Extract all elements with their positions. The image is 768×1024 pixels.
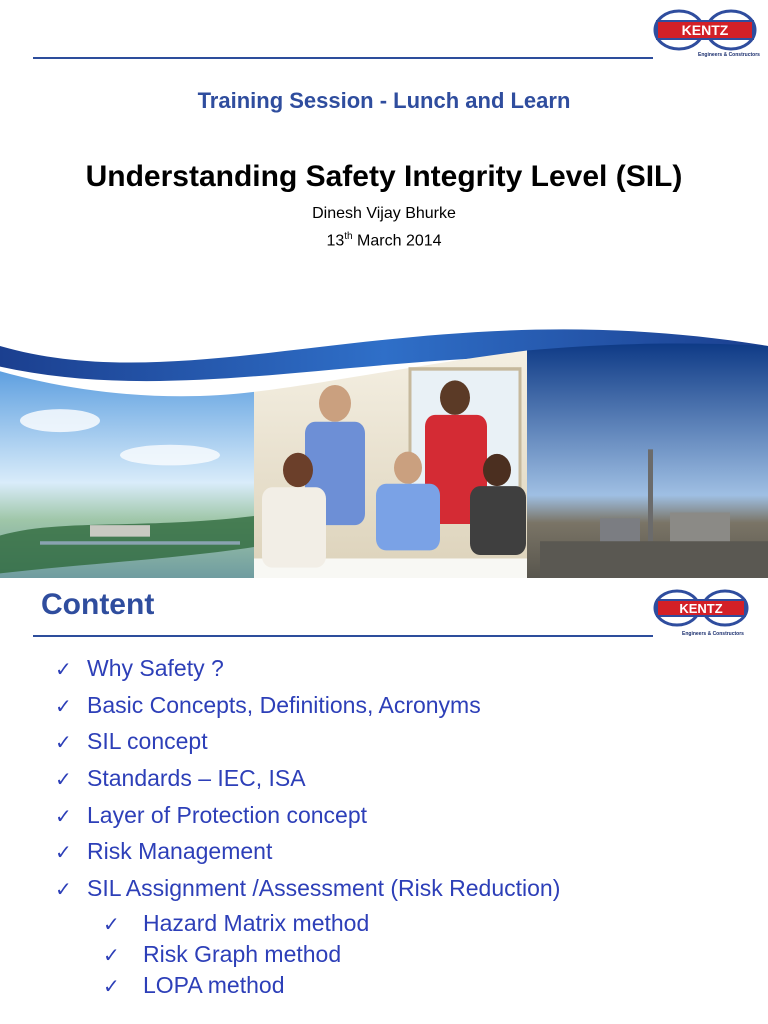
checkmark-icon: ✓ <box>55 732 72 755</box>
logo-wordmark: KENTZ <box>681 22 729 38</box>
list-item: ✓ SIL concept <box>55 723 560 760</box>
logo-wordmark: KENTZ <box>679 601 723 616</box>
list-item: ✓ SIL Assignment /Assessment (Risk Reduction) <box>55 870 560 907</box>
list-item: ✓ Basic Concepts, Definitions, Acronyms <box>55 687 560 724</box>
list-item: ✓ Why Safety ? <box>55 650 560 687</box>
presentation-date: 13th March 2014 <box>326 231 442 250</box>
kentz-logo-small <box>651 586 751 636</box>
checkmark-icon: ✓ <box>55 879 72 902</box>
presentation-title: Understanding Safety Integrity Level (SIL) <box>85 160 683 193</box>
content-bullet-list <box>55 650 560 907</box>
author-name: Dinesh Vijay Bhurke <box>312 205 456 222</box>
checkmark-icon: ✓ <box>55 769 72 792</box>
checkmark-icon: ✓ <box>55 805 72 828</box>
photo-banner <box>0 300 768 578</box>
checkmark-icon: ✓ <box>103 945 120 967</box>
checkmark-icon: ✓ <box>55 659 72 681</box>
logo-tagline: Engineers & Constructors <box>682 631 744 637</box>
content-slide <box>0 578 768 1024</box>
logo-tagline: Engineers & Constructors <box>698 52 760 58</box>
list-item: ✓ LOPA method <box>103 970 369 1001</box>
checkmark-icon: ✓ <box>103 976 120 998</box>
content-title: Content <box>41 588 155 621</box>
coastal-plant-aerial-photo <box>0 371 254 578</box>
refinery-landscape-photo <box>527 344 768 578</box>
content-sub-bullet-list <box>103 908 369 1001</box>
header-rule <box>33 57 653 59</box>
checkmark-icon: ✓ <box>103 914 120 936</box>
checkmark-icon: ✓ <box>55 695 72 718</box>
checkmark-icon: ✓ <box>55 842 72 865</box>
list-item: ✓ Risk Management <box>55 833 560 870</box>
content-header-rule <box>33 635 653 637</box>
list-item: ✓ Hazard Matrix method <box>103 908 369 939</box>
list-item: ✓ Standards – IEC, ISA <box>55 760 560 797</box>
list-item: ✓ Layer of Protection concept <box>55 797 560 834</box>
list-item: ✓ Risk Graph method <box>103 939 369 970</box>
session-kicker: Training Session - Lunch and Learn <box>197 88 571 113</box>
